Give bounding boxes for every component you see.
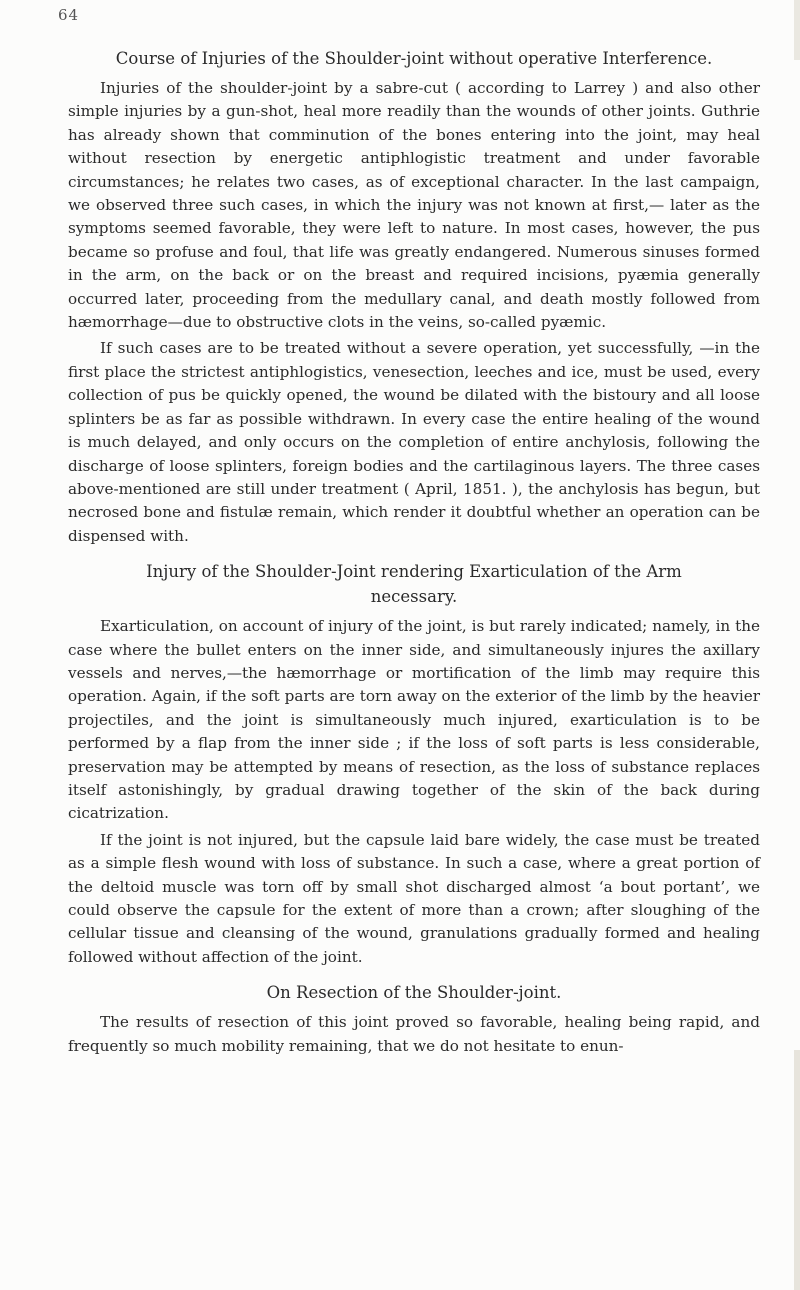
paragraph: Exarticulation, on account of injury of the joint, is but rarely indicated; namely, in the case where the bullet enters on the inner side, and simultaneously injures the axillary vessels and nerves,—the hæmorrhage or mortification of the limb may require this operation. Again, if the soft parts are torn away on the exterior of the limb by the heavier projectiles, and the joint is simultaneously much injured, exarticulation is to be performed by a flap from the inner side ; if the loss of soft parts is less considerable, preservation may be attempted by means of resection, as the loss of substance replaces itself astonishingly, by gradual drawing together of the skin of the back during cicatrization.: [68, 617, 760, 823]
page-edge-shadow: [794, 1050, 800, 1290]
section-heading-course-of-injuries: Course of Injuries of the Shoulder-joint without operative Interference.: [115, 49, 713, 68]
page-content: [68, 46, 760, 1061]
paragraph: If such cases are to be treated without a severe operation, yet successfully, —in the first place the strictest antiphlogistics, venesection, leeches and ice, must be used, every collection of pus be quickly opened, the wound be dilated with the bistoury and all loose splinters be as far as possible withdrawn. In every case the entire healing of the wound is much delayed, and only occurs on the completion of entire anchylosis, following the discharge of loose splinters, foreign bodies and the cartilaginous layers. The three cases above-mentioned are still under treatment ( April, 1851. ), the anchylosis has begun, but necrosed bone and fistulæ remain, which render it doubtful whether an operation can be dispensed with.: [68, 339, 760, 545]
page-number: 64: [58, 6, 80, 24]
page-edge-shadow: [794, 0, 800, 60]
paragraph: If the joint is not injured, but the capsule laid bare widely, the case must be treated as a simple flesh wound with loss of substance. In such a case, where a great portion of the deltoid muscle was torn off by small shot discharged almost ‘a bout portant’, we could observe the capsule for the extent of more than a crown; after sloughing of the cellular tissue and cleansing of the wound, granulations gradually formed and healing followed without affection of the joint.: [68, 830, 760, 966]
paragraph: The results of resection of this joint proved so favorable, healing being rapid, and frequently so much mobility remaining, that we do not hesitate to enun-: [68, 1013, 760, 1055]
section-heading-exarticulation: Injury of the Shoulder-Joint rendering Exarticulation of the Arm necessary.: [146, 562, 682, 607]
section-heading-resection: On Resection of the Shoulder-joint.: [266, 983, 562, 1003]
paragraph: Injuries of the shoulder-joint by a sabre-cut ( according to Larrey ) and also other simple injuries by a gun-shot, heal more readily than the wounds of other joints. Guthrie has already shown that comminution of the bones entering into the joint, may heal without resection by energetic antiphlogistic treatment and under favorable circumstances; he relates two cases, as of exceptional character. In the last campaign, we observed three such cases, in which the injury was not known at first,— later as the symptoms seemed favorable, they were left to nature. In most cases, however, the pus became so profuse and foul, that life was greatly endangered. Numerous sinuses formed in the arm, on the back or on the breast and required incisions, pyæmia generally occurred later, proceeding from the medullary canal, and death mostly followed from hæmorrhage—due to obstructive clots in the veins, so-called pyæmic.: [68, 79, 760, 332]
